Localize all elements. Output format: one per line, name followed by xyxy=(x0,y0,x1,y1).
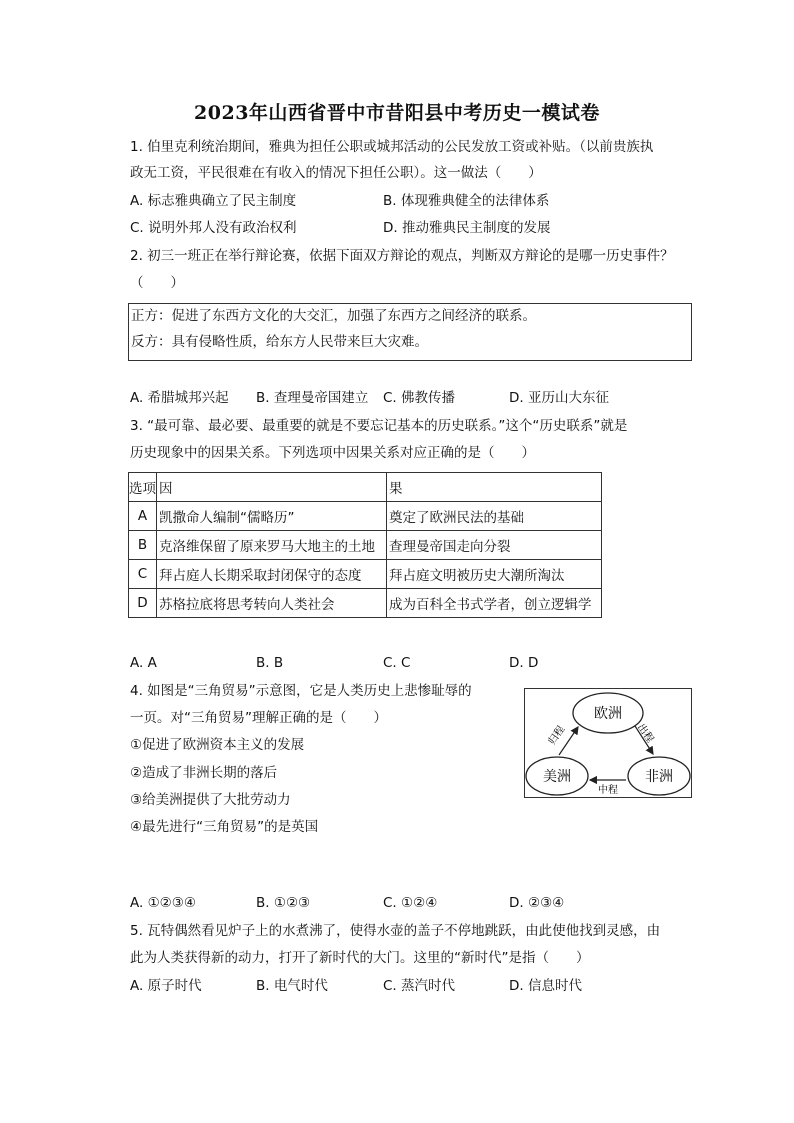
question-4-stem-line-1: 4. 如图是“三角贸易”示意图，它是人类历史上悲惨耻辱的 xyxy=(130,683,472,699)
question-1-option-a: A. 标志雅典确立了民主制度 xyxy=(130,193,297,209)
table-cell-option: D xyxy=(129,589,157,618)
table-row xyxy=(129,502,602,531)
question-5-stem-line-2: 此为人类获得新的动力，打开了新时代的大门。这里的“新时代”是指（ ） xyxy=(130,950,590,966)
table-header-effect: 果 xyxy=(387,473,602,502)
table-cell-cause: 苏格拉底将思考转向人类社会 xyxy=(157,589,387,618)
question-1-option-d: D. 推动雅典民主制度的发展 xyxy=(383,220,551,236)
europe-label: 欧洲 xyxy=(594,706,622,722)
question-4-option-a: A. ①②③④ xyxy=(130,895,196,911)
table-header-row xyxy=(129,473,602,502)
table-cell-cause: 拜占庭人长期采取封闭保守的态度 xyxy=(157,560,387,589)
question-4-option-d: D. ②③④ xyxy=(509,895,565,911)
middle-passage-label: 中程 xyxy=(598,785,618,796)
question-3-option-a: A. A xyxy=(130,655,157,671)
question-4-item-4: ④最先进行“三角贸易”的是英国 xyxy=(130,819,319,835)
question-5-option-b: B. 电气时代 xyxy=(256,978,328,994)
outbound-label: 出程 xyxy=(634,722,656,745)
cause-effect-table xyxy=(128,472,602,618)
table-cell-effect: 奠定了欧洲民法的基础 xyxy=(387,502,602,531)
table-cell-cause: 克洛维保留了原来罗马大地主的土地 xyxy=(157,531,387,560)
debate-box xyxy=(128,303,692,361)
question-3-stem-line-1: 3. “最可靠、最必要、最重要的就是不要忘记基本的历史联系。”这个“历史联系”就是 xyxy=(130,418,628,434)
question-2-option-c: C. 佛教传播 xyxy=(383,390,456,406)
table-cell-option: C xyxy=(129,560,157,589)
question-5-option-a: A. 原子时代 xyxy=(130,978,202,994)
question-1-stem-line-2: 政无工资，平民很难在有收入的情况下担任公职）。这一做法（ ） xyxy=(130,165,542,181)
debate-pro-text: 正方：促进了东西方文化的大交汇，加强了东西方之间经济的联系。 xyxy=(131,308,536,324)
table-row xyxy=(129,560,602,589)
table-cell-option: A xyxy=(129,502,157,531)
question-2-stem-line-1: 2. 初三一班正在举行辩论赛，依据下面双方辩论的观点，判断双方辩论的是哪一历史事件？ xyxy=(130,248,674,264)
question-4-stem-line-2: 一页。对“三角贸易”理解正确的是（ ） xyxy=(130,710,387,726)
question-3-option-b: B. B xyxy=(256,655,284,671)
question-5-option-c: C. 蒸汽时代 xyxy=(383,978,456,994)
return-label: 归程 xyxy=(546,724,568,747)
question-5-option-d: D. 信息时代 xyxy=(509,978,582,994)
table-header-cause: 因 xyxy=(157,473,387,502)
question-2-option-b: B. 查理曼帝国建立 xyxy=(256,390,369,406)
question-2-stem-line-2: （ ） xyxy=(130,275,184,291)
table-cell-cause: 凯撒命人编制“儒略历” xyxy=(157,502,387,531)
table-row xyxy=(129,589,602,618)
question-4-option-c: C. ①②④ xyxy=(383,895,438,911)
debate-con-text: 反方：具有侵略性质，给东方人民带来巨大灾难。 xyxy=(131,334,428,350)
table-cell-effect: 拜占庭文明被历史大潮所淘汰 xyxy=(387,560,602,589)
question-1-option-b: B. 体现雅典健全的法律体系 xyxy=(383,193,550,209)
question-1-stem-line-1: 1. 伯里克利统治期间，雅典为担任公职或城邦活动的公民发放工资或补贴。（以前贵族执 xyxy=(130,139,654,155)
page-title: 2023年山西省晋中市昔阳县中考历史一模试卷 xyxy=(194,102,600,124)
question-4-item-1: ①促进了欧洲资本主义的发展 xyxy=(130,737,305,753)
table-cell-effect: 成为百科全书式学者，创立逻辑学 xyxy=(387,589,602,618)
table-row xyxy=(129,531,602,560)
question-3-stem-line-2: 历史现象中的因果关系。下列选项中因果关系对应正确的是（ ） xyxy=(130,445,535,461)
question-5-stem-line-1: 5. 瓦特偶然看见炉子上的水煮沸了，使得水壶的盖子不停地跳跃，由此使他找到灵感，由 xyxy=(130,923,661,939)
africa-label: 非洲 xyxy=(645,769,673,785)
question-2-option-d: D. 亚历山大东征 xyxy=(509,390,609,406)
question-4-option-b: B. ①②③ xyxy=(256,895,311,911)
table-cell-option: B xyxy=(129,531,157,560)
question-3-option-d: D. D xyxy=(509,655,539,671)
table-header-option: 选项 xyxy=(129,473,157,502)
question-3-option-c: C. C xyxy=(383,655,411,671)
americas-label: 美洲 xyxy=(543,769,571,785)
question-1-option-c: C. 说明外邦人没有政治权利 xyxy=(130,220,297,236)
table-cell-effect: 查理曼帝国走向分裂 xyxy=(387,531,602,560)
question-2-option-a: A. 希腊城邦兴起 xyxy=(130,390,229,406)
triangle-trade-diagram xyxy=(524,688,692,798)
question-4-item-3: ③给美洲提供了大批劳动力 xyxy=(130,792,291,808)
triangle-trade-svg xyxy=(525,689,691,797)
question-4-item-2: ②造成了非洲长期的落后 xyxy=(130,765,278,781)
